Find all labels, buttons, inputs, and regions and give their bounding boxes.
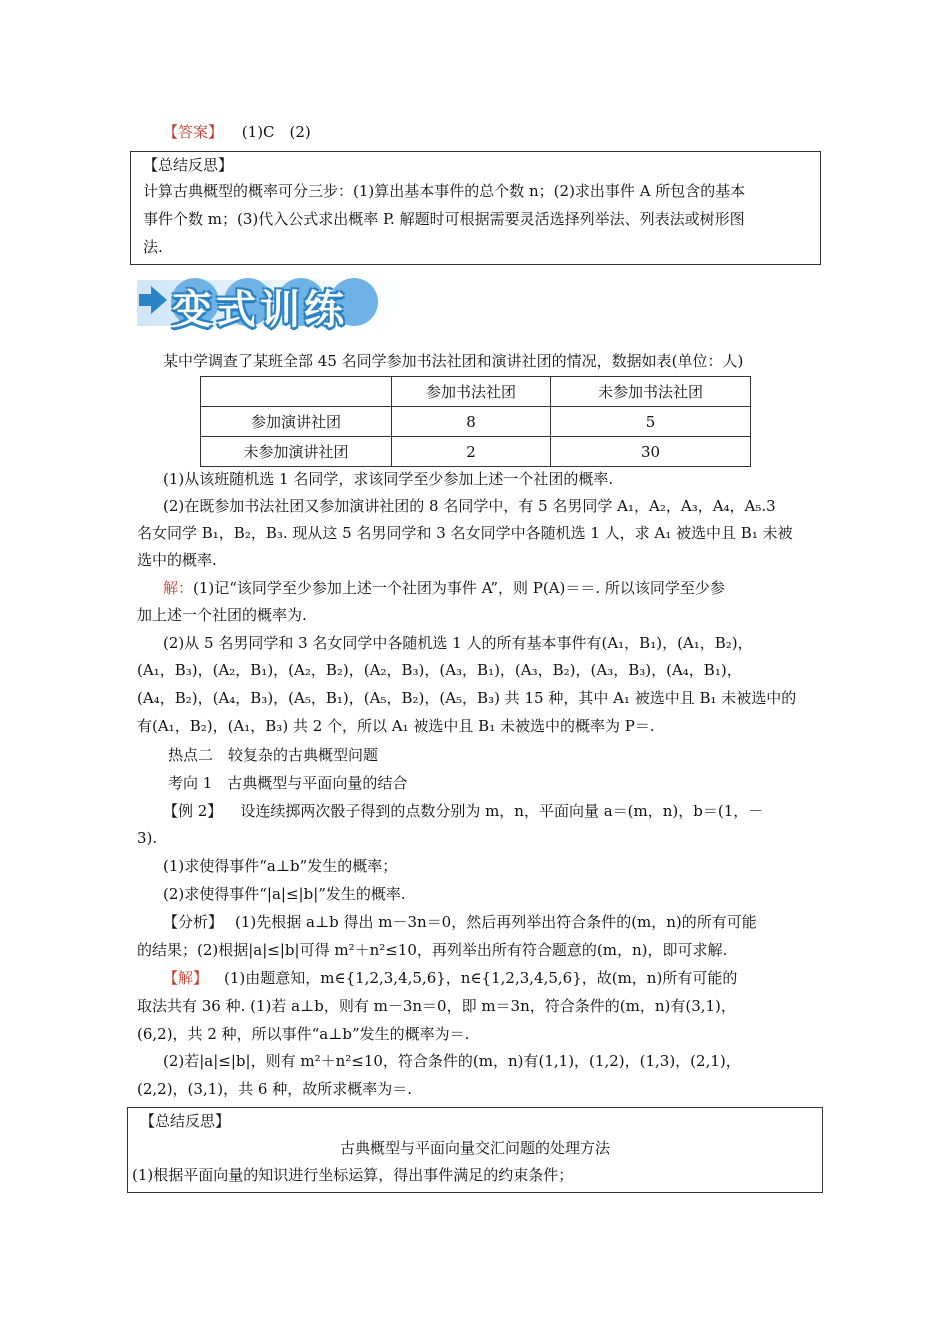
summary-box-1 xyxy=(130,151,821,265)
table-cell: 30 xyxy=(551,437,751,467)
question-2-cont: 名女同学 B₁，B₂，B₃. 现从这 5 名男同学和 3 名女同学中各随机选 1 人，求 A₁ 被选中且 B₁ 未被 xyxy=(137,524,793,542)
table-cell: 未参加演讲社团 xyxy=(201,437,392,467)
summary-line: 计算古典概型的概率可分三步：(1)算出基本事件的总个数 n；(2)求出事件 A 所包含的基本 xyxy=(143,182,746,200)
example-text: 设连续掷两次骰子得到的点数分别为 m，n，平面向量 a＝(m，n)，b＝(1，－ xyxy=(240,802,764,820)
solution-text: (1)记“该同学至少参加上述一个社团为事件 A”，则 P(A)＝＝. 所以该同学至少参 xyxy=(193,579,725,597)
question-2: (2)在既参加书法社团又参加演讲社团的 8 名同学中，有 5 名男同学 A₁，A₂，A₃，A₄，A₅.3 xyxy=(163,497,776,515)
solution-line: 有(A₁，B₂)，(A₁，B₃) 共 2 个，所以 A₁ 被选中且 B₁ 未被选中的概率为 P＝. xyxy=(137,717,655,735)
table-cell: 8 xyxy=(392,407,551,437)
table-header-cell xyxy=(201,377,392,407)
table-header-row xyxy=(201,377,751,407)
summary-line: 法. xyxy=(143,238,163,256)
data-table xyxy=(200,376,751,467)
analysis-line: 的结果；(2)根据|a|≤|b|可得 m²＋n²≤10，再列举出所有符合题意的(m，n)，即可求解. xyxy=(137,941,728,959)
summary-line: 事件个数 m；(3)代入公式求出概率 P. 解题时可根据需要灵活选择列举法、列表法或树形图 xyxy=(143,210,745,228)
analysis xyxy=(163,912,843,932)
solution-2-line: (6,2)，共 2 种，所以事件“a⊥b”发生的概率为＝. xyxy=(137,1025,470,1043)
table-cell: 5 xyxy=(551,407,751,437)
solution-2-first xyxy=(163,968,843,988)
solution-1-first xyxy=(163,578,843,598)
solution-line: (2)从 5 名男同学和 3 名女同学中各随机选 1 人的所有基本事件有(A₁，B₁)，(A₁，B₂)， xyxy=(163,634,753,652)
hotspot-heading: 热点二 较复杂的古典概型问题 xyxy=(168,746,379,764)
summary-box-2 xyxy=(127,1107,823,1193)
solution-line: 加上述一个社团的概率为. xyxy=(137,606,307,624)
table-header-cell: 参加书法社团 xyxy=(392,377,551,407)
table-cell: 参加演讲社团 xyxy=(201,407,392,437)
table-row xyxy=(201,407,751,437)
solution-2-label: 【解】 xyxy=(163,969,209,987)
summary-title: 【总结反思】 xyxy=(143,156,234,174)
table-header-cell: 未参加书法社团 xyxy=(551,377,751,407)
table-cell: 2 xyxy=(392,437,551,467)
analysis-label: 【分析】 xyxy=(163,913,224,931)
solution-line: (A₁，B₃)，(A₂，B₁)，(A₂，B₂)，(A₂，B₃)，(A₃，B₁)，(A₃，B₂)，(A₃，B₃)，(A₄，B₁)， xyxy=(137,661,742,679)
solution-label: 解： xyxy=(163,579,194,597)
answer-line xyxy=(163,122,311,142)
question-2-cont: 选中的概率. xyxy=(137,551,217,569)
example-line: 3). xyxy=(137,829,158,847)
solution-line: (A₄，B₂)，(A₄，B₃)，(A₅，B₁)，(A₅，B₂)，(A₅，B₃) 共 15 种，其中 A₁ 被选中且 B₁ 未被选中的 xyxy=(137,689,797,707)
example-question-2: (2)求使得事件“|a|≤|b|”发生的概率. xyxy=(163,885,406,903)
answer-label: 【答案】 xyxy=(163,123,224,141)
solution-2-line: (2)若|a|≤|b|，则有 m²＋n²≤10，符合条件的(m，n)有(1,1)，(1,2)，(1,3)，(2,1)， xyxy=(163,1052,741,1070)
summary-2-title: 【总结反思】 xyxy=(140,1112,231,1130)
answer-text: (1)C (2) xyxy=(241,123,311,141)
summary-2-subtitle: 古典概型与平面向量交汇问题的处理方法 xyxy=(339,1139,610,1157)
direction-heading: 考向 1 古典概型与平面向量的结合 xyxy=(168,774,408,792)
question-1: (1)从该班随机选 1 名同学，求该同学至少参加上述一个社团的概率. xyxy=(163,470,614,488)
solution-2-line: (2,2)，(3,1)，共 6 种，故所求概率为＝. xyxy=(137,1080,412,1098)
example-2 xyxy=(163,801,843,821)
table-row xyxy=(201,437,751,467)
solution-2-line: 取法共有 36 种. (1)若 a⊥b，则有 m－3n＝0，即 m＝3n，符合条件的(m，n)有(3,1)， xyxy=(137,997,736,1015)
problem-intro: 某中学调查了某班全部 45 名同学参加书法社团和演讲社团的情况，数据如表(单位：人) xyxy=(163,352,744,370)
example-question-1: (1)求使得事件“a⊥b”发生的概率； xyxy=(163,857,398,875)
banner-title: 变式训练 xyxy=(172,287,348,333)
example-label: 【例 2】 xyxy=(163,802,223,820)
summary-2-line: (1)根据平面向量的知识进行坐标运算，得出事件满足的约束条件； xyxy=(132,1166,574,1184)
solution-2-text: (1)由题意知，m∈{1,2,3,4,5,6}，n∈{1,2,3,4,5,6}，故(m，n)所有可能的 xyxy=(224,969,738,987)
analysis-text: (1)先根据 a⊥b 得出 m－3n＝0，然后再列举出符合条件的(m，n)的所有可能 xyxy=(235,913,757,931)
